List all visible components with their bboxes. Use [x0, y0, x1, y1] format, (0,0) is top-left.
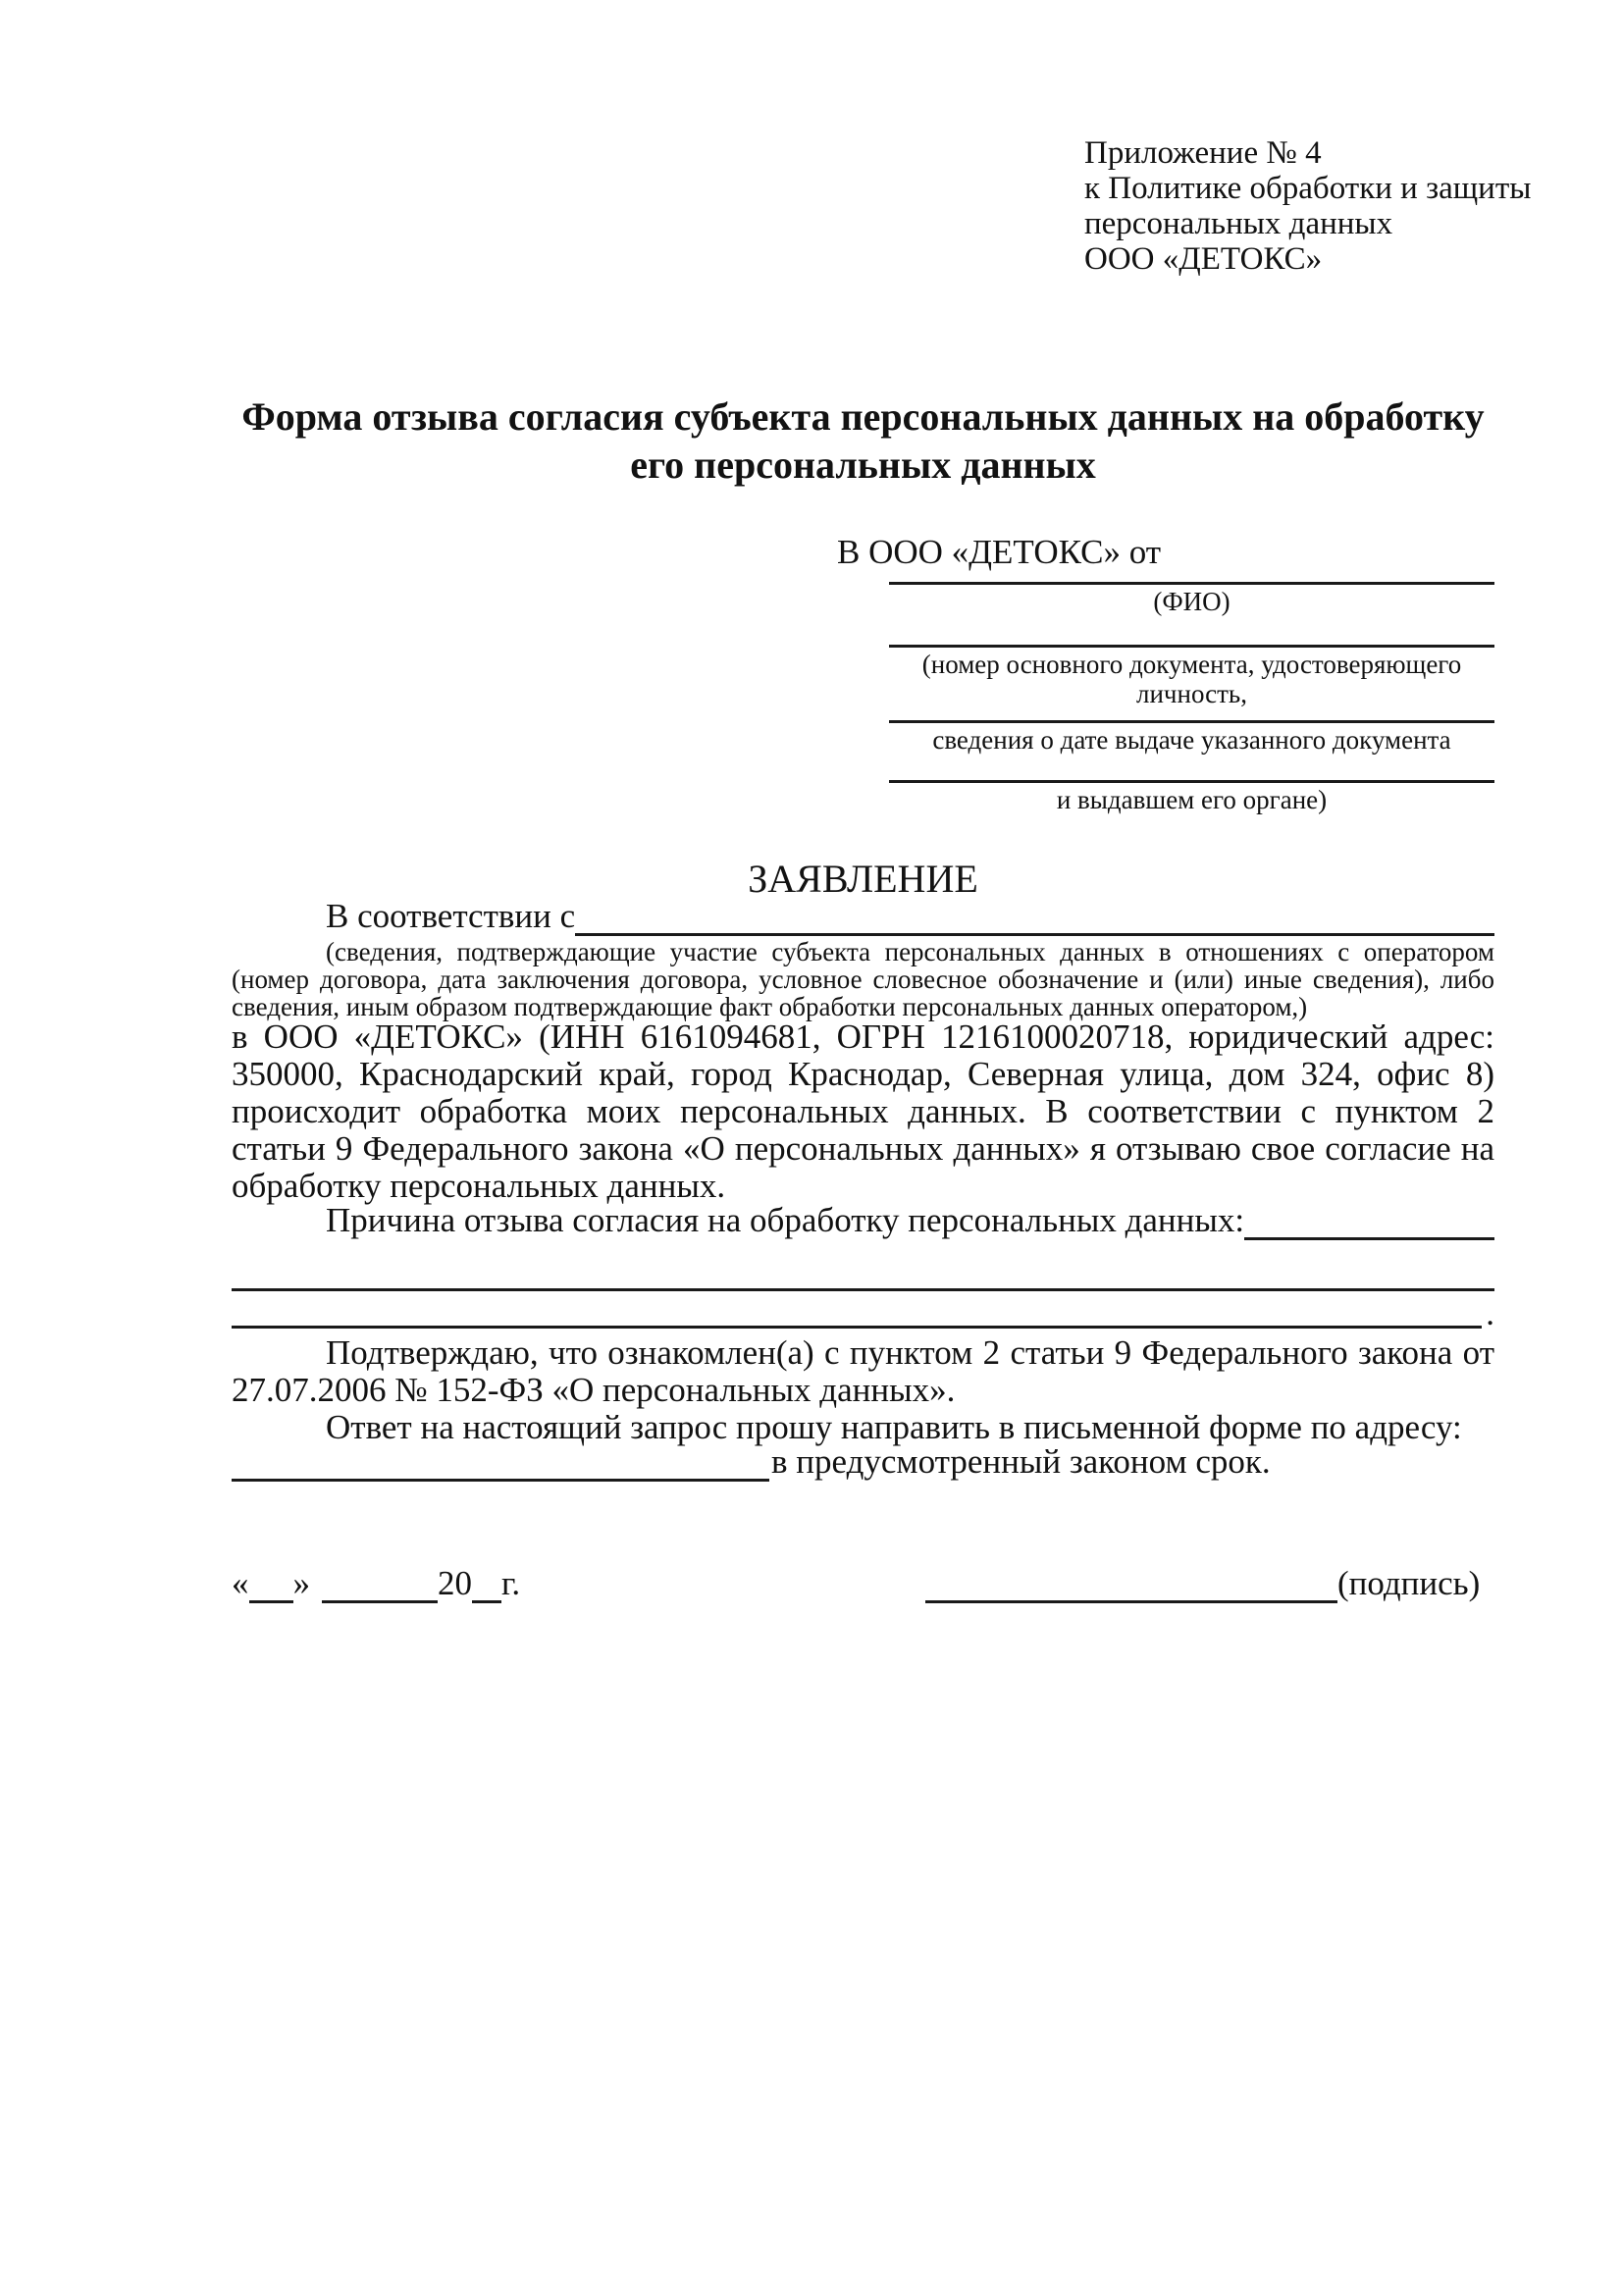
reason-blank-line-1[interactable]: [232, 1255, 1494, 1291]
signature-fill-line[interactable]: [925, 1567, 1337, 1603]
document-number-caption: (номер основного документа, удостоверяющего личность,: [921, 650, 1462, 708]
reason-row: [232, 1201, 1494, 1240]
date-year-suffix: г.: [501, 1564, 521, 1602]
date-row: [232, 1562, 520, 1603]
date-open-quote: «: [232, 1564, 249, 1602]
basis-fill-line[interactable]: [575, 900, 1494, 936]
appendix-policy-line2: персональных данных: [1084, 206, 1393, 241]
reply-address-fill-line[interactable]: [232, 1445, 769, 1482]
appendix-policy-line: к Политике обработки и защиты: [1084, 171, 1532, 206]
basis-row: [232, 897, 1494, 936]
basis-label: В соответствии с: [326, 897, 576, 935]
reason-blank-line-2[interactable]: [232, 1292, 1482, 1329]
issue-date-caption: сведения о дате выдаче указанного документа: [932, 725, 1451, 755]
reply-suffix: в предусмотренный законом срок.: [771, 1442, 1271, 1481]
reason-label: Причина отзыва согласия на обработку персональных данных:: [326, 1201, 1245, 1239]
issuing-authority-field: [889, 746, 1494, 814]
fio-fill-line[interactable]: [889, 548, 1494, 585]
reply-request-paragraph: Ответ на настоящий запрос прошу направить в письменной форме по адресу:: [326, 1408, 1462, 1446]
issue-date-field: [889, 686, 1494, 755]
document-number-fill-line[interactable]: [889, 610, 1494, 648]
appendix-company-line: ООО «ДЕТОКС»: [1084, 241, 1323, 277]
statement-heading: ЗАЯВЛЕНИЕ: [748, 857, 978, 901]
date-month-fill-line[interactable]: [322, 1567, 438, 1603]
issuing-authority-fill-line[interactable]: [889, 746, 1494, 783]
fio-field: [889, 548, 1494, 616]
signature-row: [925, 1562, 1494, 1603]
basis-footnote: (сведения, подтверждающие участие субъекта персональных данных в отношениях с оператором (номер договора, дата заключения договора, условное словесное обозначение и (или) иные сведения), либо сведения, иным образом подтверждающие факт обработки персональных данных оператором,): [232, 937, 1494, 1021]
form-title: Форма отзыва согласия субъекта персональных данных на обработку его персональных данных: [241, 394, 1485, 487]
reply-address-row: [232, 1442, 1494, 1482]
signature-caption: (подпись): [1337, 1564, 1481, 1602]
blank-line-period: .: [1486, 1294, 1494, 1332]
date-year-fill-line[interactable]: [472, 1567, 501, 1603]
fio-caption: (ФИО): [1153, 587, 1230, 616]
reason-fill-line[interactable]: [1244, 1204, 1494, 1240]
statement-body: в ООО «ДЕТОКС» (ИНН 6161094681, ОГРН 1216100020718, юридический адрес: 350000, Краснодарский край, город Краснодар, Северная улица, дом 324, офис 8) происходит обработка моих персональных данных. В соответствии с пунктом 2 статьи 9 Федерального закона «О персональных данных» я отзываю свое согласие на обработку персональных данных.: [232, 1018, 1494, 1205]
reason-blank-row-1: [232, 1254, 1494, 1291]
date-day-fill-line[interactable]: [249, 1567, 293, 1603]
appendix-number-line: Приложение № 4: [1084, 135, 1322, 171]
issuing-authority-caption: и выдавшем его органе): [1056, 785, 1328, 814]
date-close-quote: »: [292, 1564, 310, 1602]
date-year-prefix: 20: [438, 1564, 472, 1602]
confirmation-paragraph: Подтверждаю, что ознакомлен(а) с пунктом 2 статьи 9 Федерального закона от 27.07.2006 № 152-ФЗ «О персональных данных».: [232, 1333, 1494, 1409]
appendix-header: [1084, 135, 1531, 277]
issue-date-fill-line[interactable]: [889, 686, 1494, 723]
addressee-line: В ООО «ДЕТОКС» от: [837, 533, 1162, 571]
reason-blank-row-2: [232, 1291, 1494, 1332]
